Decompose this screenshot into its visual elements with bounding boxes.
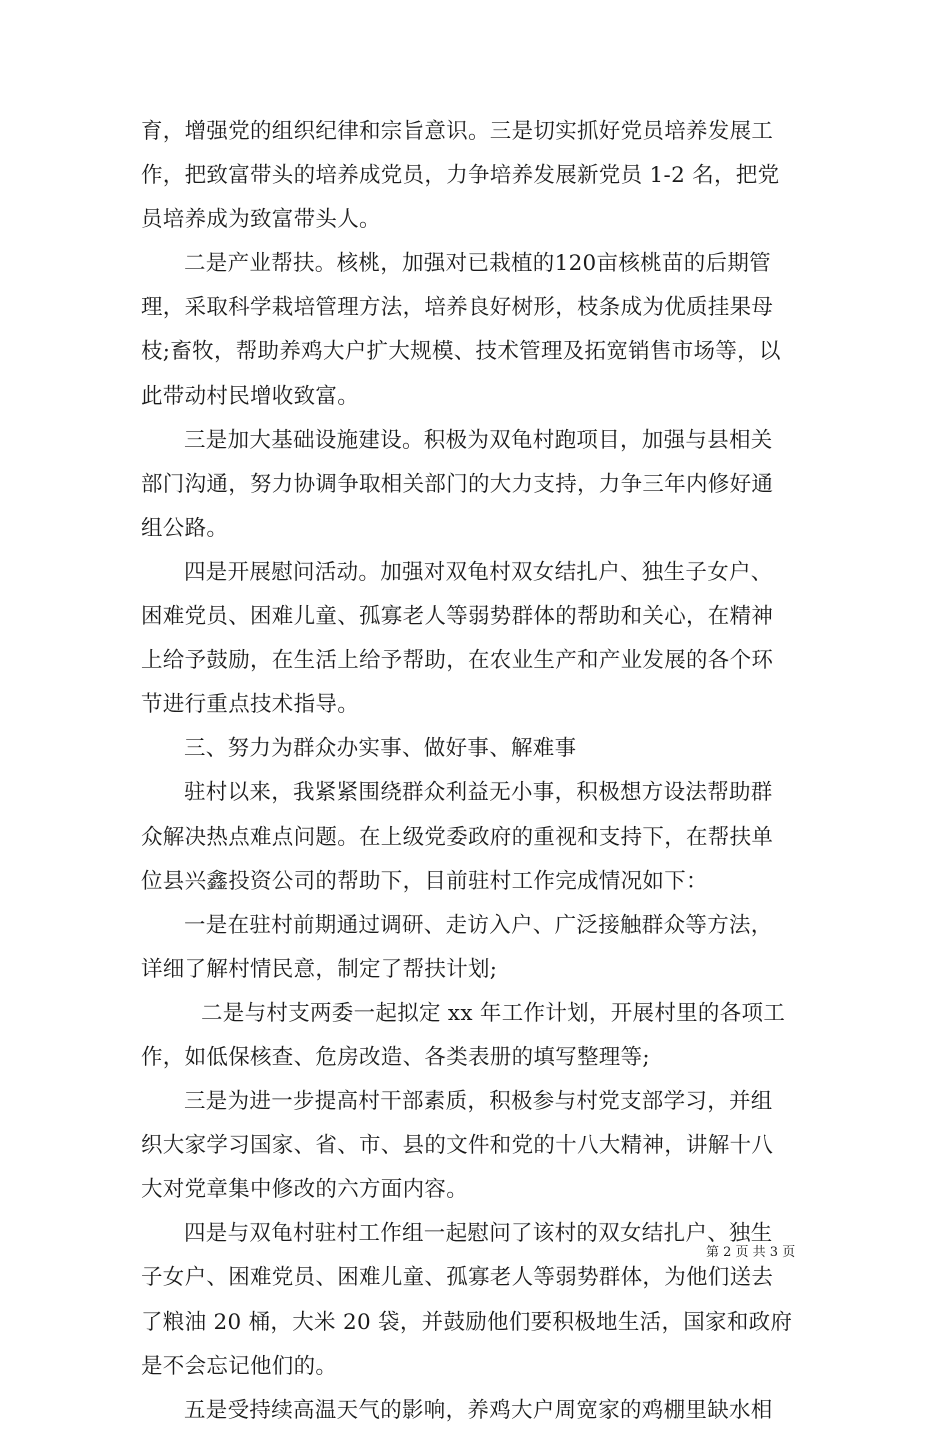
text-line: 子女户、困难党员、困难儿童、孤寡老人等弱势群体，为他们送去 <box>141 1265 774 1291</box>
paragraph-start-line: 三是加大基础设施建设。积极为双龟村跑项目，加强与县相关 <box>184 427 773 453</box>
paragraph-start-line: 四是与双龟村驻村工作组一起慰问了该村的双女结扎户、独生 <box>184 1221 773 1247</box>
paragraph-start-line: 五是受持续高温天气的影响，养鸡大户周宽家的鸡棚里缺水相 <box>184 1397 773 1423</box>
text-line: 大对党章集中修改的六方面内容。 <box>141 1177 469 1203</box>
text-line: 众解决热点难点问题。在上级党委政府的重视和支持下，在帮扶单 <box>141 824 774 850</box>
paragraph-start-line: 三是为进一步提高村干部素质，积极参与村党支部学习，并组 <box>184 1089 773 1115</box>
paragraph-start-line: 二是产业帮扶。核桃，加强对已栽植的120亩核桃苗的后期管 <box>184 251 771 277</box>
text-line: 此带动村民增收致富。 <box>141 383 360 409</box>
text-line: 困难党员、困难儿童、孤寡老人等弱势群体的帮助和关心，在精神 <box>141 604 774 630</box>
text-line: 作，把致富带头的培养成党员，力争培养发展新党员 1-2 名，把党 <box>141 163 780 189</box>
text-line: 作，如低保核查、危房改造、各类表册的填写整理等; <box>141 1044 650 1070</box>
text-line: 理，采取科学栽培管理方法，培养良好树形，枝条成为优质挂果母 <box>141 295 774 321</box>
text-line: 详细了解村情民意，制定了帮扶计划; <box>141 956 498 982</box>
text-line: 员培养成为致富带头人。 <box>141 207 381 233</box>
text-line: 位县兴鑫投资公司的帮助下，目前驻村工作完成情况如下： <box>141 868 708 894</box>
paragraph-start-line: 驻村以来，我紧紧围绕群众利益无小事，积极想方设法帮助群 <box>184 780 773 806</box>
text-line: 上给予鼓励，在生活上给予帮助，在农业生产和产业发展的各个环 <box>141 648 774 674</box>
section-heading: 三、努力为群众办实事、做好事、解难事 <box>184 736 577 762</box>
text-line: 部门沟通，努力协调争取相关部门的大力支持，力争三年内修好通 <box>141 471 774 497</box>
page-number-footer: 第 2 页 共 3 页 <box>706 1245 796 1260</box>
text-line: 是不会忘记他们的。 <box>141 1353 338 1379</box>
text-line: 了粮油 20 桶，大米 20 袋，并鼓励他们要积极地生活，国家和政府 <box>141 1309 793 1335</box>
document-body <box>141 110 813 1433</box>
text-line: 育，增强党的组织纪律和宗旨意识。三是切实抓好党员培养发展工 <box>141 119 774 144</box>
paragraph-start-line: 一是在驻村前期通过调研、走访入户、广泛接触群众等方法， <box>184 912 773 938</box>
text-line: 枝;畜牧，帮助养鸡大户扩大规模、技术管理及拓宽销售市场等，以 <box>141 339 781 365</box>
text-line: 织大家学习国家、省、市、县的文件和党的十八大精神，讲解十八 <box>141 1133 774 1159</box>
paragraph-start-line: 二是与村支两委一起拟定 xx 年工作计划，开展村里的各项工 <box>201 1000 786 1026</box>
paragraph-start-line: 四是开展慰问活动。加强对双龟村双女结扎户、独生子女户、 <box>184 559 773 585</box>
text-line: 节进行重点技术指导。 <box>141 692 360 718</box>
text-line: 组公路。 <box>141 515 229 541</box>
